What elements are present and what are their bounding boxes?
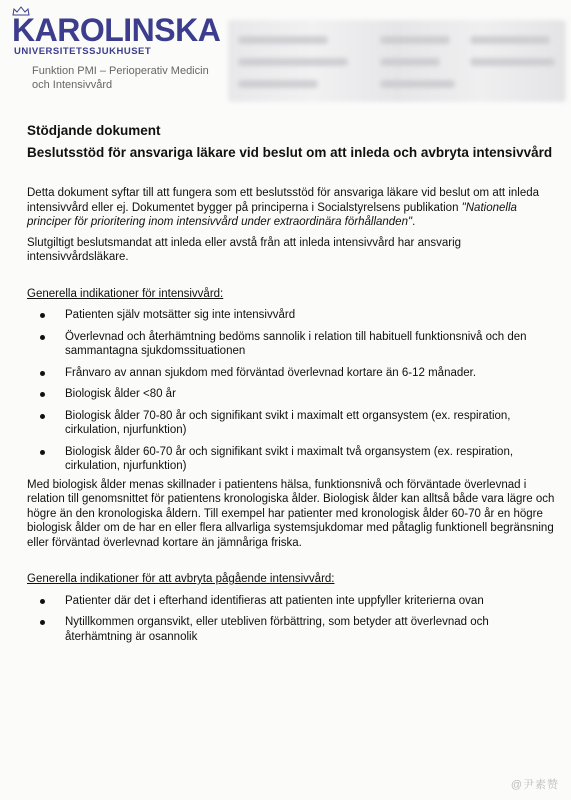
bullet-icon (40, 450, 45, 455)
publication-title: "Nationella principer för prioritering inom intensivvård under extraordinära förhållanden" (27, 201, 517, 228)
list-item: Biologisk ålder 70-80 år och signifikant svikt i maximalt ett organsystem (ex. respiration, cirkulation, njurfunktion) (27, 409, 557, 438)
redacted-line (380, 36, 450, 44)
list-item: Biologisk ålder 60-70 år och signifikant svikt i maximalt två organsystem (ex. respiration, cirkulation, njurfunktion) (27, 445, 557, 474)
document-type: Stödjande dokument (27, 123, 161, 138)
document-title: Beslutsstöd för ansvariga läkare vid beslut om att inleda och avbryta intensivvård (27, 145, 553, 160)
list-item: Överlevnad och återhämtning bedöms sannolik i relation till habituell funktionsnivå och den sammantagna sjukdomssituationen (27, 330, 557, 359)
list-item: Nytillkommen organsvikt, eller utebliven förbättring, som betyder att överlevnad och återhämtning är osannolik (27, 615, 557, 644)
intro-end: . (412, 216, 416, 228)
redacted-line (380, 58, 440, 66)
department-label (32, 64, 209, 92)
section-heading-indications: Generella indikationer för intensivvård: (27, 287, 224, 300)
logo-subtitle: UNIVERSITETSSJUKHUSET (14, 46, 152, 57)
redacted-line (380, 80, 455, 88)
department-line-1: Funktion PMI – Perioperativ Medicin (32, 65, 209, 77)
redacted-line (238, 80, 318, 88)
intro-paragraph (27, 186, 557, 230)
intro-text: Detta dokument syftar till att fungera som ett beslutsstöd för ansvariga läkare vid beslut om att inleda intensivvård eller ej. Dokumentet bygger på principerna i Socialstyrelsens publikation (27, 187, 540, 214)
bullet-icon (40, 414, 45, 419)
biological-age-note: Med biologisk ålder menas skillnader i patientens hälsa, funktionsnivå och förväntade överlevnad i relation till genomsnittet för patientens kronologiska ålder. Biologisk ålder kan alltså både vara lägre och högre än den kronologiska åldern. Till exempel har patienter med kronologisk ålder 60-70 år en högre biologisk ålder om de har en eller flera allvarliga systemsjukdomar med påtaglig funktionell begränsning eller förväntad överlevnad kortare än jämnåriga friska. (27, 478, 555, 549)
discontinue-list (27, 594, 557, 645)
watermark: @尹素赞 (510, 779, 559, 791)
section-heading-discontinue: Generella indikationer för att avbryta pågående intensivvård: (27, 573, 335, 585)
redacted-line (238, 36, 328, 44)
department-line-2: och Intensivvård (32, 79, 113, 91)
redacted-line (470, 58, 555, 66)
logo-wordmark: KAROLINSKA (12, 12, 221, 48)
list-item: Frånvaro av annan sjukdom med förväntad överlevnad kortare än 6-12 månader. (27, 366, 557, 381)
bullet-icon (40, 371, 45, 376)
indications-list (27, 308, 557, 474)
bullet-icon (40, 599, 45, 604)
bullet-icon (40, 392, 45, 397)
bullet-icon (40, 313, 45, 318)
redacted-line (470, 36, 550, 44)
bullet-icon (40, 620, 45, 625)
mandate-paragraph: Slutgiltigt beslutsmandat att inleda eller avstå från att inleda intensivvård har ansvarig intensivvårdsläkare. (27, 236, 462, 263)
bullet-icon (40, 335, 45, 340)
list-item: Patienten själv motsätter sig inte intensivvård (27, 308, 557, 323)
document-body (27, 122, 557, 644)
list-item: Patienter där det i efterhand identifieras att patienten inte uppfyller kriterierna ovan (27, 594, 557, 609)
list-item: Biologisk ålder <80 år (27, 387, 557, 402)
karolinska-logo (8, 6, 228, 56)
redacted-line (238, 58, 348, 66)
